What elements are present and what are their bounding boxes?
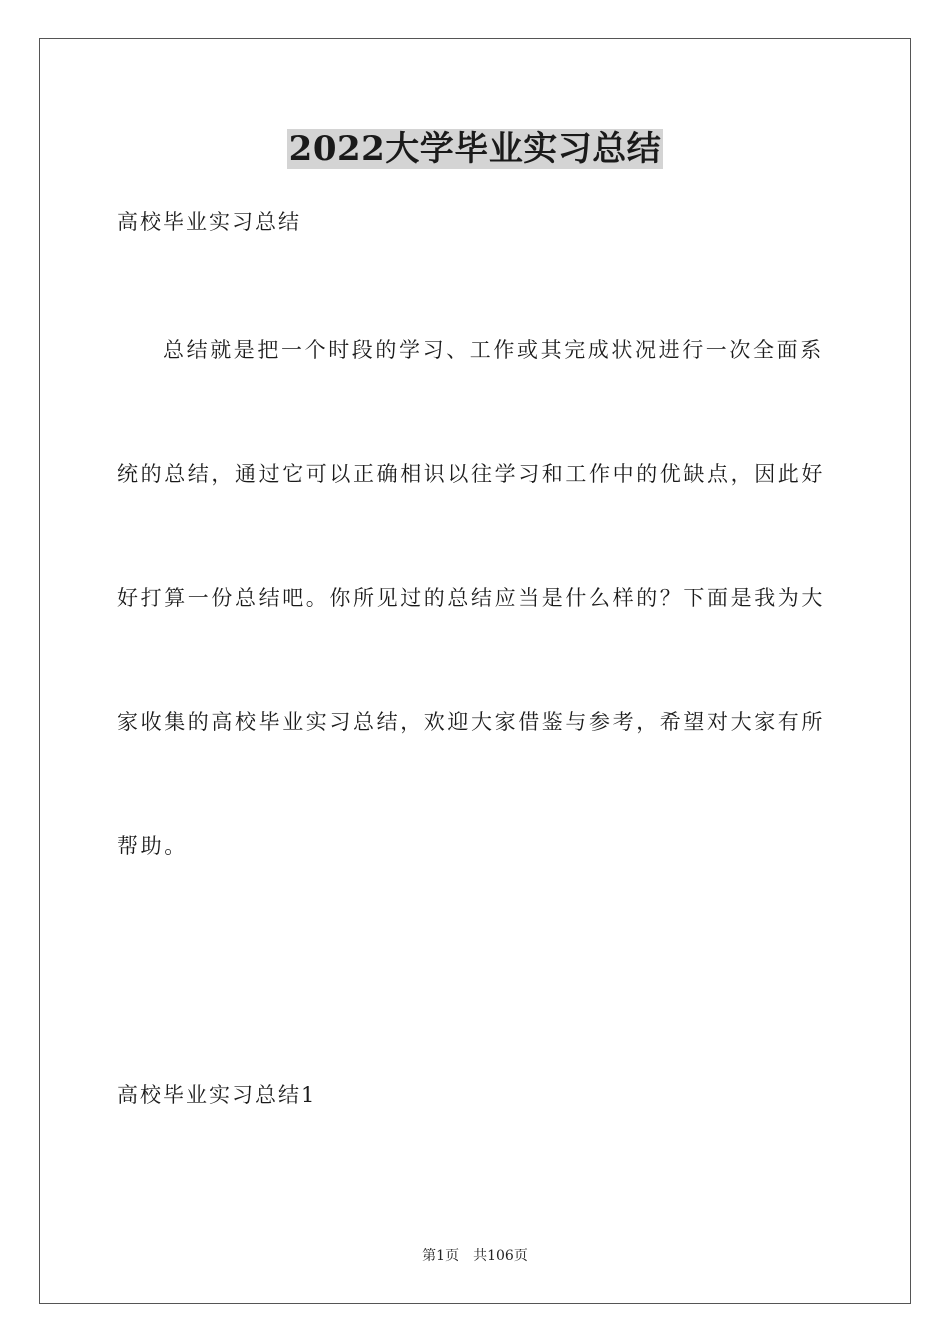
page-footer [0,1246,950,1266]
intro-line-5: 帮助。 [117,834,188,858]
intro-line-3: 好打算一份总结吧。你所见过的总结应当是什么样的？下面是我为大 [117,586,825,610]
section-heading: 高校毕业实习总结1 [117,1083,317,1107]
intro-line-4: 家收集的高校毕业实习总结，欢迎大家借鉴与参考，希望对大家有所 [117,710,825,734]
page-total: 共106页 [473,1248,528,1264]
intro-line-1: 总结就是把一个时段的学习、工作或其完成状况进行一次全面系 [163,338,824,362]
document-title [0,127,950,171]
document-title-text: 2022大学毕业实习总结 [288,129,662,169]
intro-line-2: 统的总结，通过它可以正确相识以往学习和工作中的优缺点，因此好 [117,462,825,486]
document-subtitle: 高校毕业实习总结 [117,210,301,234]
page-number: 第1页 [422,1248,460,1264]
